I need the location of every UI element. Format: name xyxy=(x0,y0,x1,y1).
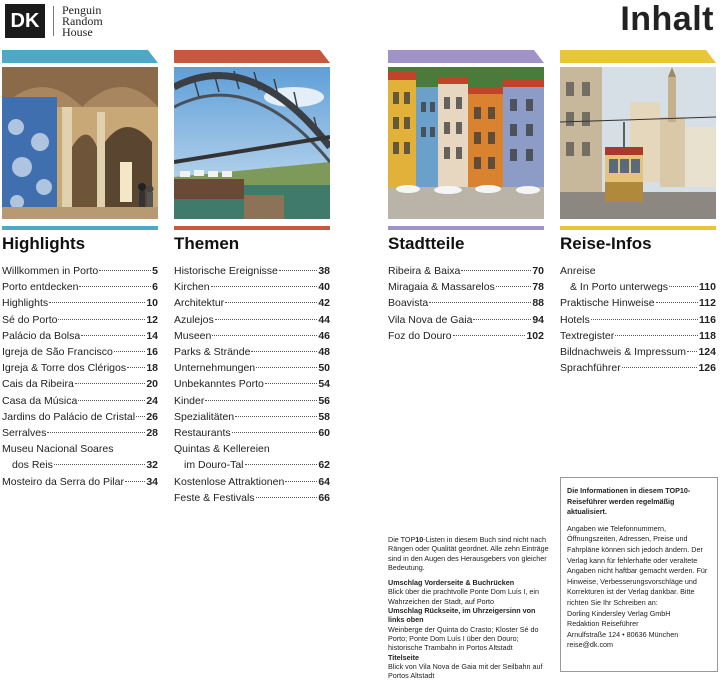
highlights-title: Highlights xyxy=(2,234,86,253)
toc-entry[interactable]: Cais da Ribeira 20 xyxy=(2,378,158,391)
highlights-list xyxy=(2,263,158,490)
toc-entry[interactable]: Igreja & Torre dos Clérigos 18 xyxy=(2,362,158,375)
cloister-azulejo-image xyxy=(2,67,158,219)
themen-color-bar xyxy=(174,50,330,63)
logo-divider xyxy=(53,6,54,36)
toc-entry[interactable]: Palácio da Bolsa 14 xyxy=(2,329,158,342)
highlights-underline xyxy=(2,226,158,230)
reise-underline xyxy=(560,226,716,230)
toc-entry[interactable]: Unternehmungen 50 xyxy=(174,362,330,375)
highlights-color-bar xyxy=(2,50,158,63)
toc-entry[interactable]: Boavista 88 xyxy=(388,297,544,310)
toc-entry[interactable]: Serralves 28 xyxy=(2,427,158,440)
reise-photo xyxy=(560,67,716,219)
cover-notes xyxy=(388,535,553,680)
themen-column xyxy=(174,50,330,506)
toc-entry[interactable]: Textregister 118 xyxy=(560,329,716,342)
top10-note: Die TOP10-Listen in diesem Buch sind nicht nach Rängen oder Qualität geordnet. Alle zehn Einträge sind in den Augen des Herausgebers von gleicher Bedeutung. xyxy=(388,535,549,572)
themen-title: Themen xyxy=(174,234,240,253)
bridge-image xyxy=(174,67,330,219)
toc-entry[interactable]: Hotels 116 xyxy=(560,313,716,326)
toc-entry[interactable]: Vila Nova de Gaia 94 xyxy=(388,313,544,326)
stadtteile-underline xyxy=(388,226,544,230)
publisher-line-1: Penguin xyxy=(62,2,102,17)
toc-entry[interactable]: Kirchen 40 xyxy=(174,281,330,294)
toc-entry[interactable]: Quintas & Kellereien im Douro-Tal 62 xyxy=(174,443,330,472)
toc-entry[interactable]: Sprachführer 126 xyxy=(560,362,716,375)
toc-entry[interactable]: Highlights 10 xyxy=(2,297,158,310)
toc-entry[interactable]: Museu Nacional Soares dos Reis 32 xyxy=(2,443,158,472)
cover-back-label: Umschlag Rückseite, im Uhrzeigersinn von links oben xyxy=(388,606,536,625)
publisher-address-3: Arnulfstraße 124 • 80636 München xyxy=(567,629,679,639)
themen-list xyxy=(174,263,330,506)
toc-entry[interactable]: Kinder 56 xyxy=(174,394,330,407)
tram-street-image xyxy=(560,67,716,219)
toc-entry[interactable]: Praktische Hinweise 112 xyxy=(560,297,716,310)
toc-entry[interactable]: Unbekanntes Porto 54 xyxy=(174,378,330,391)
reise-color-bar xyxy=(560,50,716,63)
reise-column xyxy=(560,50,716,376)
highlights-column xyxy=(2,50,158,490)
cover-front-label: Umschlag Vorderseite & Buchrücken xyxy=(388,578,515,588)
cover-back-text: Weinberge der Quinta do Crasto; Kloster Sé do Porto; Ponte Dom Luís I über den Douro; historische Trambahn in Portos Altstadt xyxy=(388,624,539,653)
toc-entry[interactable]: Willkommen in Porto 5 xyxy=(2,265,158,277)
toc-entry[interactable]: Museen 46 xyxy=(174,329,330,342)
publisher-name xyxy=(62,2,103,39)
toc-entry[interactable]: Anreise & In Porto unterwegs 110 xyxy=(560,265,716,294)
toc-entry[interactable]: Parks & Strände 48 xyxy=(174,346,330,359)
toc-entry[interactable]: Restaurants 60 xyxy=(174,427,330,440)
page-title: Inhalt xyxy=(620,0,714,38)
toc-entry[interactable]: Feste & Festivals 66 xyxy=(174,491,330,504)
reise-list xyxy=(560,263,716,376)
themen-underline xyxy=(174,226,330,230)
toc-entry[interactable]: Ribeira & Baixa 70 xyxy=(388,265,544,277)
info-box-body: Angaben wie Telefonnummern, Öffnungszeiten, Adressen, Preise und Fahrpläne können sich jedoch ändern. Der Verlag kann für fehlerhafte oder veraltete Angaben nicht haftbar gemacht werden. Für Hinweise, Verbesserungsvorschläge und Korrekturen ist der Verlag dankbar. Bitte richten Sie Ihr Schreiben an: xyxy=(567,523,708,607)
publisher-logo xyxy=(5,4,103,38)
stadtteile-title: Stadtteile xyxy=(388,234,465,253)
toc-entry[interactable]: Porto entdecken 6 xyxy=(2,281,158,294)
stadtteile-list xyxy=(388,263,544,344)
toc-entry[interactable]: Igreja de São Francisco 16 xyxy=(2,346,158,359)
update-info-box xyxy=(560,477,718,672)
title-page-text: Blick von Vila Nova de Gaia mit der Seilbahn auf Portos Altstadt xyxy=(388,661,543,681)
toc-entry[interactable]: Bildnachweis & Impressum 124 xyxy=(560,346,716,359)
cover-front-text: Blick über die prachtvolle Ponte Dom Luís I, ein Wahrzeichen der Stadt, auf Porto xyxy=(388,587,540,606)
toc-entry[interactable]: Kostenlose Attraktionen 64 xyxy=(174,475,330,488)
publisher-line-2: Random xyxy=(62,13,103,28)
toc-entry[interactable]: Historische Ereignisse 38 xyxy=(174,265,330,277)
publisher-address-2: Redaktion Reiseführer xyxy=(567,619,639,629)
publisher-address-1: Dorling Kindersley Verlag GmbH xyxy=(567,608,671,618)
highlights-photo xyxy=(2,67,158,219)
toc-entry[interactable]: Spezialitäten 58 xyxy=(174,410,330,423)
publisher-email[interactable]: reise@dk.com xyxy=(567,640,614,650)
stadtteile-photo xyxy=(388,67,544,219)
reise-title: Reise-Infos xyxy=(560,234,652,253)
toc-entry[interactable]: Sé do Porto 12 xyxy=(2,313,158,326)
ribeira-houses-image xyxy=(388,67,544,219)
toc-entry[interactable]: Foz do Douro 102 xyxy=(388,329,544,342)
themen-photo xyxy=(174,67,330,219)
toc-entry[interactable]: Miragaia & Massarelos 78 xyxy=(388,281,544,294)
info-box-heading: Die Informationen in diesem TOP10-Reiseführer werden regelmäßig aktualisiert. xyxy=(567,486,691,517)
toc-entry[interactable]: Mosteiro da Serra do Pilar 34 xyxy=(2,475,158,488)
stadtteile-column xyxy=(388,50,544,344)
title-page-label: Titelseite xyxy=(388,652,420,662)
toc-entry[interactable]: Azulejos 44 xyxy=(174,313,330,326)
toc-entry[interactable]: Architektur 42 xyxy=(174,297,330,310)
publisher-line-3: House xyxy=(62,24,93,39)
dk-logo-mark: DK xyxy=(5,4,45,38)
toc-entry[interactable]: Jardins do Palácio de Cristal 26 xyxy=(2,410,158,423)
toc-entry[interactable]: Casa da Música 24 xyxy=(2,394,158,407)
stadtteile-color-bar xyxy=(388,50,544,63)
